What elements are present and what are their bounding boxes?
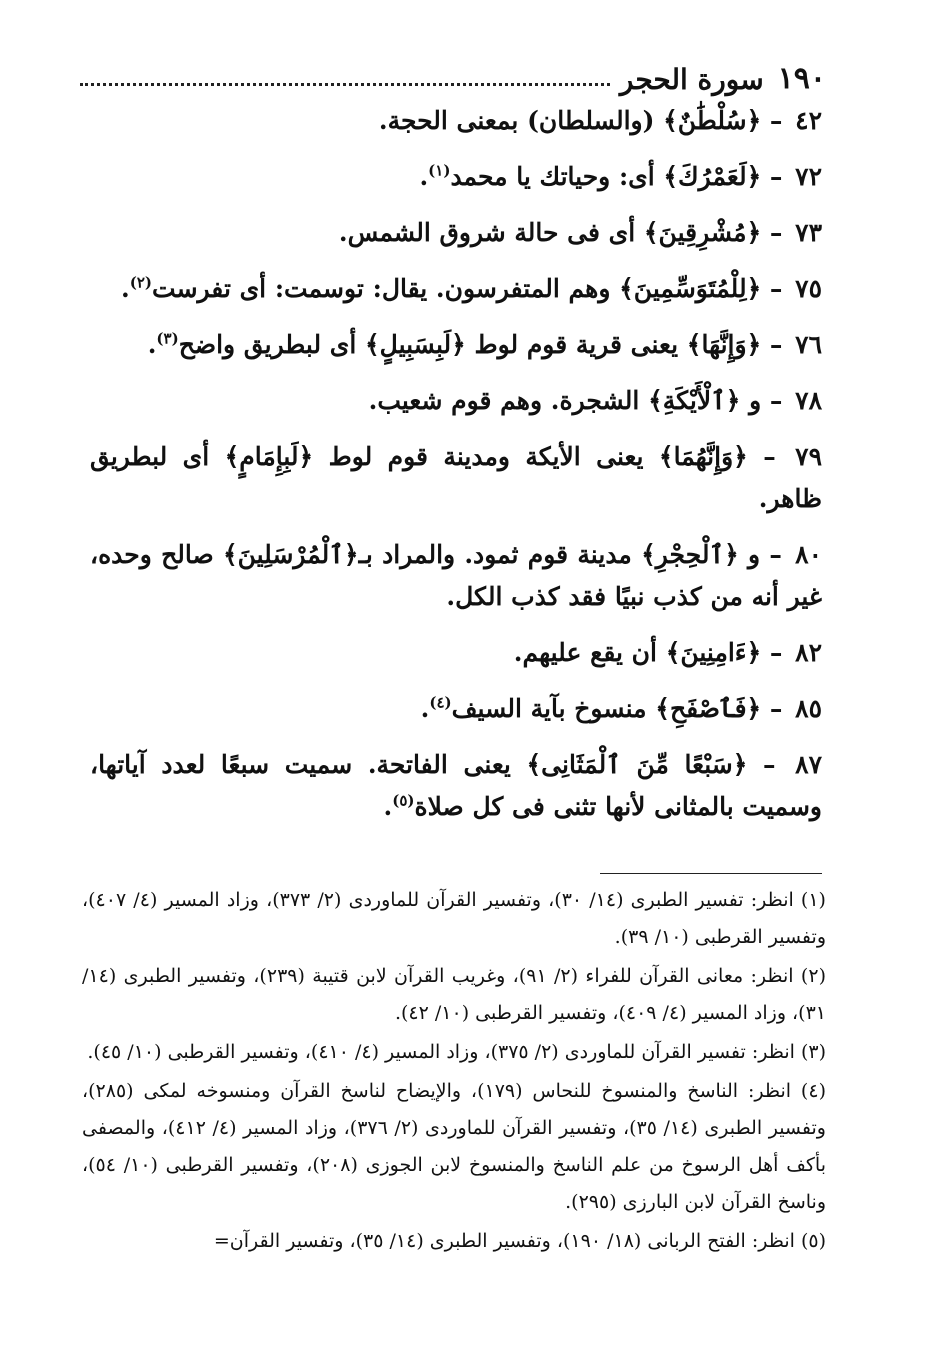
footnote-marker: (٣) xyxy=(156,329,179,348)
entry xyxy=(90,212,822,254)
entry-number: ٨٢ xyxy=(795,638,822,667)
entry xyxy=(90,100,822,142)
entry-number: ٧٥ xyxy=(795,274,822,303)
quran-word: ﴿سُلْطَٰنٌ﴾ xyxy=(663,106,762,135)
footnote-marker: (١) xyxy=(428,161,451,180)
entry-separator: – xyxy=(761,330,792,359)
quran-word: ﴿لَعَمْرُكَ﴾ xyxy=(663,162,762,191)
entry xyxy=(90,632,822,674)
entry-separator: – xyxy=(761,694,792,723)
sura-title: سورة الحجر xyxy=(619,63,764,96)
quran-word: ﴿فَٱصْفَحِ﴾ xyxy=(655,694,762,723)
entry-number: ٧٣ xyxy=(795,218,822,247)
entry-text: يعنى قرية قوم لوط ﴿لَبِسَبِيلٍ﴾ أى لبطريق واضح xyxy=(178,330,687,359)
entry: ٨٧ – ﴿سَبْعًا مِّنَ ٱلْمَثَانِى﴾ يعنى الفاتحة. سميت سبعًا لعدد آياتها، وسميت بالمثانى لأنها تثنى فى كل صلاة$^{(٥)}$. xyxy=(90,750,822,821)
entry-text: أن يقع عليهم. xyxy=(513,638,666,667)
footnote: (١) انظر: تفسير الطبرى (١٤/ ٣٠)، وتفسير القرآن للماوردى (٢/ ٣٧٣)، وزاد المسير (٤/ ٤٠٧)، وتفسير القرطبى (١٠/ ٣٩). xyxy=(82,889,826,948)
entry-number: ٧٨ xyxy=(795,386,822,415)
page-header xyxy=(80,52,826,96)
entry-separator: – xyxy=(761,638,792,667)
entry-number: ٨٥ xyxy=(795,694,822,723)
footnote: (٢) انظر: معانى القرآن للفراء (٢/ ٩١)، وغريب القرآن لابن قتيبة (٢٣٩)، وتفسير الطبرى (١٤/ ٣١)، وزاد المسير (٤/ ٤٠٩)، وتفسير القرطبى (١٠/ ٤٢). xyxy=(82,965,826,1024)
entry-text: يعنى الفاتحة. سميت سبعًا لعدد آياتها، وسميت بالمثانى لأنها تثنى فى كل صلاة xyxy=(90,750,822,821)
entry-separator: – xyxy=(761,162,792,191)
footnote: (٣) انظر: تفسير القرآن للماوردى (٢/ ٣٧٥)، وزاد المسير (٤/ ٤١٠)، وتفسير القرطبى (١٠/ ٤٥). xyxy=(87,1041,826,1063)
entry-text: وهم المتفرسون. يقال: توسمت: أى تفرست xyxy=(152,274,620,303)
footnotes xyxy=(82,882,826,1262)
entry-text: يعنى الأيكة ومدينة قوم لوط ﴿لَبِإِمَامٍ﴾ أى لبطريق ظاهر. xyxy=(90,442,822,513)
entry-separator: – و xyxy=(738,540,792,569)
footnote-divider xyxy=(600,873,822,874)
entry-number: ٧٦ xyxy=(795,330,822,359)
dotted-leader xyxy=(80,83,610,86)
entry-separator: – و xyxy=(740,386,792,415)
entry-text: أى فى حالة شروق الشمس. xyxy=(338,218,644,247)
page-number: ١٩٠ xyxy=(777,61,826,96)
entry-separator: – xyxy=(747,442,792,471)
entry-number: ٨٧ xyxy=(795,750,822,779)
entry xyxy=(90,534,822,618)
entry-number: ٧٢ xyxy=(795,162,822,191)
footnote-marker: (٥) xyxy=(392,791,415,810)
entry-number: ٧٩ xyxy=(795,442,822,471)
entry-text: أى: وحياتك يا محمد xyxy=(450,162,664,191)
entry: ٧٦ – ﴿وَإِنَّهَا﴾ يعنى قرية قوم لوط ﴿لَبِسَبِيلٍ﴾ أى لبطريق واضح$^{(٣)}$. xyxy=(147,329,822,359)
footnote-marker: (٢) xyxy=(129,273,153,292)
quran-word: ﴿مُشْرِقِينَ﴾ xyxy=(643,218,762,247)
entry xyxy=(90,380,822,422)
quran-word: ﴿وَإِنَّهَا﴾ xyxy=(686,330,762,359)
quran-word: ﴿ٱلْحِجْرِ﴾ xyxy=(641,540,739,569)
quran-word: ﴿ءَامِنِينَ﴾ xyxy=(665,638,762,667)
entry-text: مدينة قوم ثمود. والمراد بـ﴿ٱلْمُرْسَلِينَ﴾ صالح وحده، غير أنه من كذب نبيًا فقد كذب الكل. xyxy=(90,540,822,611)
entry-separator: – xyxy=(747,750,792,779)
entry: ٧٢ – ﴿لَعَمْرُكَ﴾ أى: وحياتك يا محمد$^{(١)}$. xyxy=(419,161,822,191)
footnote: (٤) انظر: الناسخ والمنسوخ للنحاس (١٧٩)، والإيضاح لناسخ القرآن ومنسوخه لمكى (٢٨٥)، وتفسير الطبرى (١٤/ ٣٥)، وتفسير القرآن للماوردى (٢/ ٣٧٦)، وزاد المسير (٤/ ٤١٢)، والمصفى بأكف أهل الرسوخ من علم الناسخ والمنسوخ لابن الجوزى (٢٠٨)، وتفسير القرطبى (١٠/ ٥٤)، وناسخ القرآن لابن البارزى (٢٩٥). xyxy=(82,1080,826,1213)
entry-separator: – xyxy=(761,106,792,135)
entry-number: ٤٢ xyxy=(795,106,822,135)
entry: ٧٥ – ﴿لِلْمُتَوَسِّمِينَ﴾ وهم المتفرسون. يقال: توسمت: أى تفرست$^{(٢)}$. xyxy=(121,273,822,303)
quran-word: ﴿ٱلْأَيْكَةِ﴾ xyxy=(648,386,741,415)
entry-number: ٨٠ xyxy=(795,540,822,569)
footnote-marker: (٤) xyxy=(429,693,452,712)
entry-list xyxy=(90,100,822,842)
entry-text: منسوخ بآية السيف xyxy=(451,694,656,723)
entry-separator: – xyxy=(761,274,792,303)
entry-text: (والسلطان) بمعنى الحجة. xyxy=(378,106,664,135)
entry-text: الشجرة. وهم قوم شعيب. xyxy=(368,386,649,415)
entry: ٨٥ – ﴿فَٱصْفَحِ﴾ منسوخ بآية السيف$^{(٤)}$. xyxy=(420,693,822,723)
entry-separator: – xyxy=(761,218,792,247)
quran-word: ﴿وَإِنَّهُمَا﴾ xyxy=(658,442,748,471)
quran-word: ﴿لِلْمُتَوَسِّمِينَ﴾ xyxy=(619,274,762,303)
footnote: (٥) انظر: الفتح الربانى (١٨/ ١٩٠)، وتفسير الطبرى (١٤/ ٣٥)، وتفسير القرآن= xyxy=(213,1230,826,1252)
entry xyxy=(90,436,822,520)
quran-word: ﴿سَبْعًا مِّنَ ٱلْمَثَانِى﴾ xyxy=(526,750,748,779)
